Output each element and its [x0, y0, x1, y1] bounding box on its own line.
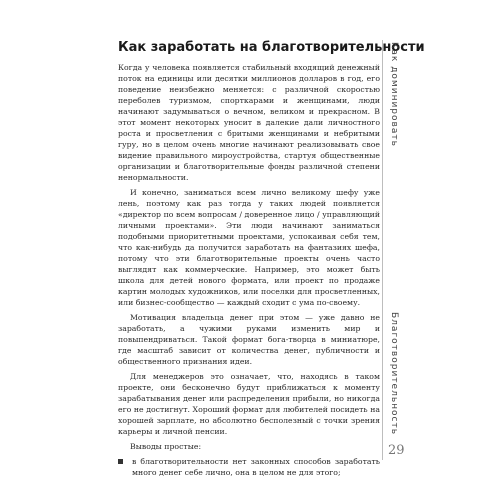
- list-item: [118, 456, 380, 478]
- running-head-chapter: Благотворительность: [389, 312, 399, 436]
- paragraph-2: И конечно, заниматься всем лично великому шефу уже лень, поэтому как раз тогда у таких людей появляется «директор по всем вопросам / доверенное лицо / управляющий личными проектами». Эти люди начинают заниматься подобными приоритетными проектами, успокаивая себя тем, что как-нибудь да получится заработать на фантазиях шефа, потому что эти благотворительные проекты очень часто выглядят как коммерческие. Например, это может быть школа для детей нового формата, или проект по продаже картин молодых художников, или поселки для просветленных, или бизнес-сообщество — каждый сходит с ума по-своему.: [118, 188, 380, 307]
- chapter-heading: Как заработать на благотворительности: [118, 40, 425, 55]
- margin-divider: [382, 40, 383, 460]
- paragraph-3: Мотивация владельца денег при этом — уже давно не заработать, а чужими руками изменить мир и повыпендриваться. Такой формат бога-творца в миниатюре, где масштаб зависит от количества денег, публичности и общественного признания идеи.: [118, 313, 380, 366]
- page-number: 29: [388, 443, 405, 458]
- paragraph-5: Выводы простые:: [130, 442, 202, 451]
- conclusions-list: [118, 456, 380, 478]
- paragraph-1: Когда у человека появляется стабильный входящий денежный поток на единицы или десятки миллионов долларов в год, его поведение неизбежно меняется: с различной скоростью переболев туризмом, спорткарами и женщинами, люди начинают задумываться о вечном, великом и прекрасном. В этот момент некоторых уносит в далекие дали личностного роста и просветления с бритыми женщинами и небритыми гуру, но в целом очень многие начинают реализовывать свое видение правильного мироустройства, стартуя общественные организации и благотворительные фонды различной степени ненормальности.: [118, 63, 380, 182]
- square-bullet-icon: [118, 459, 123, 464]
- paragraph-4: Для менеджеров это означает, что, находясь в таком проекте, они бесконечно будут приближаться к моменту зарабатывания денег или распределения прибыли, но никогда его не достигнут. Хороший формат для любителей посидеть на хорошей зарплате, но абсолютно бесполезный с точки зрения карьеры и личной пенсии.: [118, 372, 380, 436]
- running-head-book-title: Как доминировать: [389, 42, 399, 147]
- list-item-text: в благотворительности нет законных способов заработать много денег себе лично, она в целом не для этого;: [132, 457, 380, 477]
